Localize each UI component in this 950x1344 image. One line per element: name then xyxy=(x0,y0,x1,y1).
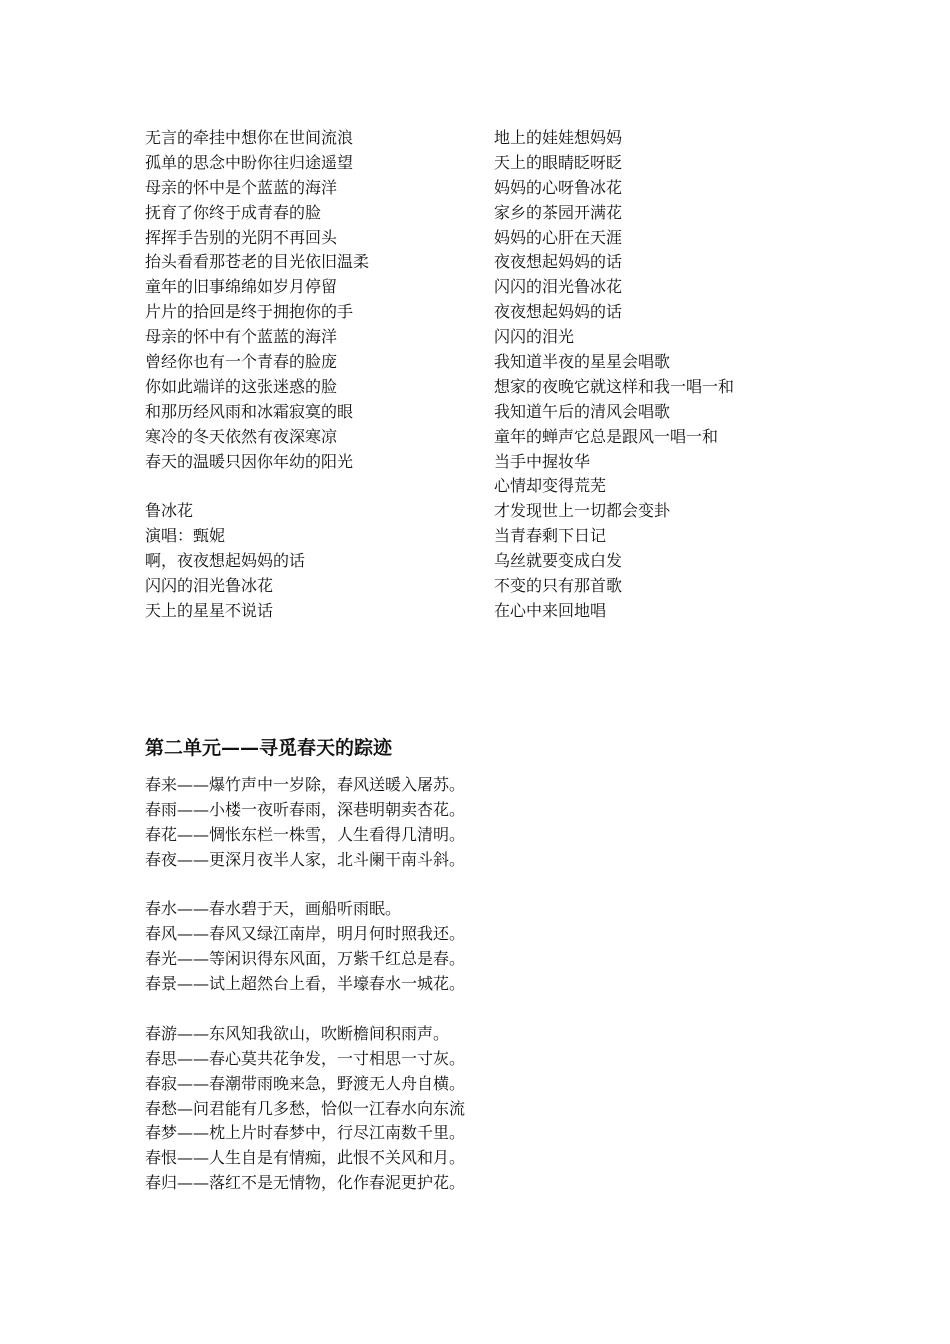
song-line: 闪闪的泪光鲁冰花 xyxy=(145,576,274,596)
lyric-line: 不变的只有那首歌 xyxy=(494,576,623,596)
lyric-line: 想家的夜晚它就这样和我一唱一和 xyxy=(494,376,735,396)
lyric-line: 寒冷的冬天依然有夜深寒凉 xyxy=(145,426,338,446)
lyric-line: 当手中握妆华 xyxy=(494,451,591,471)
lyric-line: 童年的旧事绵绵如岁月停留 xyxy=(145,277,338,297)
paragraph-gap xyxy=(145,997,465,1022)
lyric-line: 地上的娃娃想妈妈 xyxy=(494,128,623,147)
poem-line: 春景——试上超然台上看，半壕春水一城花。 xyxy=(145,974,466,994)
poem-line: 春风——春风又绿江南岸，明月何时照我还。 xyxy=(145,924,466,944)
lyrics-right-column xyxy=(494,126,814,624)
lyric-line: 母亲的怀中有个蓝蓝的海洋 xyxy=(145,327,338,347)
poem-line: 春雨——小楼一夜听春雨，深巷明朝卖杏花。 xyxy=(145,799,466,819)
lyric-line: 母亲的怀中是个蓝蓝的海洋 xyxy=(145,177,338,197)
lyric-line: 抬头看看那苍老的目光依旧温柔 xyxy=(145,252,370,272)
lyric-line: 闪闪的泪光 xyxy=(494,327,575,347)
poem-line: 春光——等闲识得东风面，万紫千红总是春。 xyxy=(145,949,466,969)
song-line: 天上的星星不说话 xyxy=(145,600,274,620)
lyric-line: 片片的拾回是终于拥抱你的手 xyxy=(145,302,354,322)
lyric-line: 曾经你也有一个青春的脸庞 xyxy=(145,352,338,372)
lyric-line: 心情却变得荒芜 xyxy=(494,476,607,496)
poem-line: 春水——春水碧于天，画船听雨眠。 xyxy=(145,899,402,919)
poem-line: 春恨——人生自是有情痴，此恨不关风和月。 xyxy=(145,1148,466,1168)
poem-line: 春寂——春潮带雨晚来急，野渡无人舟自横。 xyxy=(145,1073,466,1093)
lyric-line: 妈妈的心肝在天涯 xyxy=(494,227,623,247)
poem-line: 春来——爆竹声中一岁除，春风送暖入屠苏。 xyxy=(145,775,466,794)
lyric-line: 抚育了你终于成青春的脸 xyxy=(145,202,322,222)
lyric-line: 你如此端详的这张迷惑的脸 xyxy=(145,376,338,396)
lyric-line: 在心中来回地唱 xyxy=(494,600,607,620)
poem-line: 春梦——枕上片时春梦中，行尽江南数千里。 xyxy=(145,1123,466,1143)
lyric-line: 孤单的思念中盼你往归途遥望 xyxy=(145,152,354,172)
lyric-line: 家乡的茶园开满花 xyxy=(494,202,623,222)
lyric-line: 童年的蝉声它总是跟风一唱一和 xyxy=(494,426,719,446)
poem-line: 春思——春心莫共花争发，一寸相思一寸灰。 xyxy=(145,1048,466,1068)
lyrics-left-column xyxy=(145,126,465,624)
lyric-line: 我知道半夜的星星会唱歌 xyxy=(494,352,671,372)
spring-poems-list xyxy=(145,773,465,1196)
lyric-line: 当青春剩下日记 xyxy=(494,526,607,546)
lyric-line: 妈妈的心呀鲁冰花 xyxy=(494,177,623,197)
poem-line: 春归——落红不是无情物，化作春泥更护花。 xyxy=(145,1173,466,1193)
lyric-line: 闪闪的泪光鲁冰花 xyxy=(494,277,623,297)
poem-line: 春夜——更深月夜半人家，北斗阑干南斗斜。 xyxy=(145,849,466,869)
paragraph-gap xyxy=(145,474,465,499)
poem-line: 春游——东风知我欲山，吹断檐间积雨声。 xyxy=(145,1023,450,1043)
lyric-line: 无言的牵挂中想你在世间流浪 xyxy=(145,128,354,147)
poem-line: 春花——惆怅东栏一株雪，人生看得几清明。 xyxy=(145,824,466,844)
song-line: 啊，夜夜想起妈妈的话 xyxy=(145,551,306,571)
lyric-line: 天上的眼睛眨呀眨 xyxy=(494,152,623,172)
lyric-line: 挥挥手告别的光阴不再回头 xyxy=(145,227,338,247)
song-singer: 演唱：甄妮 xyxy=(145,526,226,546)
poem-line: 春愁—问君能有几多愁，恰似一江春水向东流 xyxy=(145,1098,466,1118)
song-title: 鲁冰花 xyxy=(145,501,194,521)
lyric-line: 我知道午后的清风会唱歌 xyxy=(494,401,671,421)
lyric-line: 夜夜想起妈妈的话 xyxy=(494,252,623,272)
lyric-line: 才发现世上一切都会变卦 xyxy=(494,501,671,521)
unit-heading: 第二单元——寻觅春天的踪迹 xyxy=(145,737,393,759)
lyric-line: 和那历经风雨和冰霜寂寞的眼 xyxy=(145,401,354,421)
lyric-line: 乌丝就要变成白发 xyxy=(494,551,623,571)
paragraph-gap xyxy=(145,873,465,898)
lyric-line: 春天的温暖只因你年幼的阳光 xyxy=(145,451,354,471)
lyric-line: 夜夜想起妈妈的话 xyxy=(494,302,623,322)
